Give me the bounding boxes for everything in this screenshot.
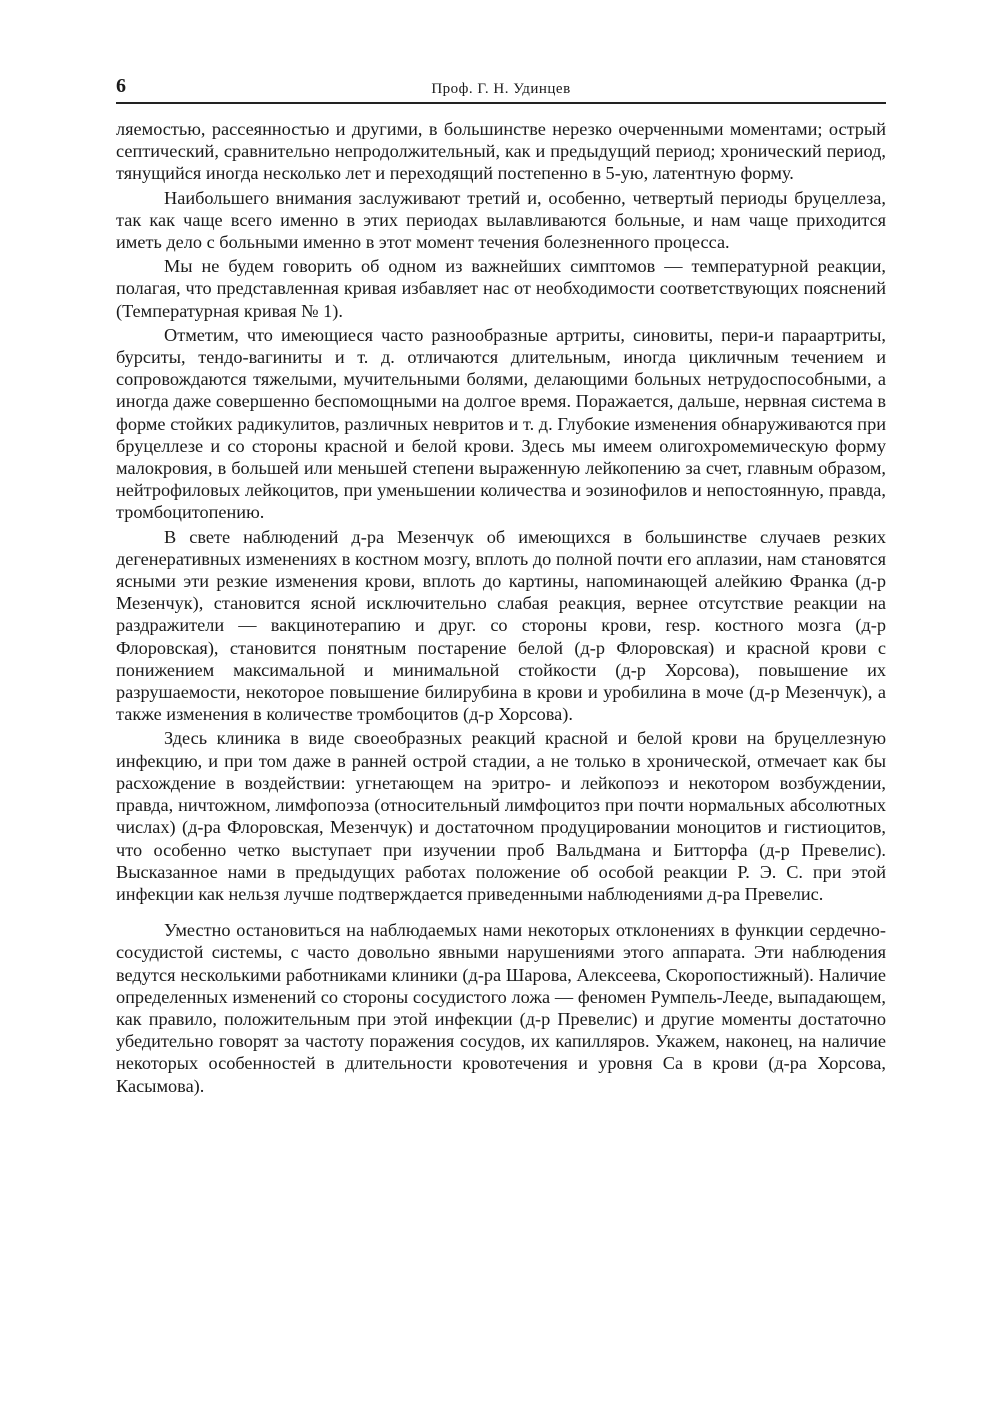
paragraph: В свете наблюдений д-ра Мезенчук об имеющихся в большинстве случаев резких дегенеративных изменениях в костном мозгу, вплоть до полной почти его аплазии, нам становятся ясными эти резкие изменения крови, вплоть до картины, напоминающей алейкию Франка (д-р Мезенчук), становится ясной исключительно слабая реакция, вернее отсутствие реакции на раздражители — вакцинотерапию и друг. со стороны крови, resp. костного мозга (д-р Флоровская), становится понятным постарение белой (д-р Флоровская) и красной крови с понижением максимальной и минимальной стойкости (д-р Хорсова), повышение их разрушаемости, некоторое повышение билирубина в крови и уробилина в моче (д-р Мезенчук), а также изменения в количестве тромбоцитов (д-р Хорсова).	[116, 526, 886, 725]
paragraph: ляемостью, рассеянностью и другими, в большинстве нерезко очерченными моментами; острый септический, сравнительно непродолжительный, как и предыдущий период; хронический период, тянущийся иногда несколько лет и переходящий постепенно в 5-ую, латентную форму.	[116, 119, 886, 184]
running-title: Проф. Г. Н. Удинцев	[431, 81, 571, 97]
paragraph: Уместно остановиться на наблюдаемых нами некоторых отклонениях в функции сердечно-сосудистой системы, с часто довольно явными нарушениями этого аппарата. Эти наблюдения ведутся несколькими работниками клиники (д-ра Шарова, Алексеева, Скоропостижный). Наличие определенных изменений со стороны сосудистого ложа — феномен Румпель-Лееде, выпадающем, как правило, положительным при этой инфекции (д-р Превелис) и другие моменты достаточно убедительно говорят за частоту поражения сосудов, их капилляров. Укажем, наконец, на наличие некоторых особенностей в длительности кровотечения и уровня Са в крови (д-ра Хорсова, Касымова).	[116, 920, 886, 1096]
body-text	[116, 118, 886, 1097]
paragraph: Отметим, что имеющиеся часто разнообразные артриты, синовиты, пери-и параартриты, бурситы, тендо-вагиниты и т. д. отличаются длительным, иногда цикличным течением и сопровождаются тяжелыми, мучительными болями, делающими больных нетрудоспособными, а иногда даже совершенно беспомощными на долгое время. Поражается, дальше, нервная система в форме стойких радикулитов, различных невритов и т. д. Глубокие изменения обнаруживаются при бруцеллезе и со стороны красной и белой крови. Здесь мы имеем олигохромемическую форму малокровия, в большей или меньшей степени выраженную лейкопению за счет, главным образом, нейтрофиловых лейкоцитов, при уменьшении количества и эозинофилов и непостоянную, правда, тромбоцитопению.	[116, 324, 886, 523]
paragraph: Мы не будем говорить об одном из важнейших симптомов — температурной реакции, полагая, что представленная кривая избавляет нас от необходимости соответствующих пояснений (Температурная кривая № 1).	[116, 256, 886, 321]
page	[116, 72, 886, 1099]
paragraph: Здесь клиника в виде своеобразных реакций красной и белой крови на бруцеллезную инфекцию, и при том даже в ранней острой стадии, а не только в хронической, отмечает как бы расхождение в воздействии: угнетающем на эритро- и лейкопоэз и некотором возбуждении, правда, ничтожном, лимфопоэза (относительный лимфоцитоз при почти нормальных абсолютных числах) (д-ра Флоровская, Мезенчук) и достаточном продуцировании моноцитов и гистиоцитов, что особенно четко выступает при изучении проб Вальдмана и Битторфа (д-р Превелис). Высказанное нами в предыдущих работах положение об особой реакции Р. Э. С. при этой инфекции как нельзя лучше подтверждается приведенными наблюдениями д-ра Превелис.	[116, 728, 886, 904]
page-number: 6	[116, 75, 126, 97]
page-header	[116, 72, 886, 104]
paragraph: Наибольшего внимания заслуживают третий и, особенно, четвертый периоды бруцеллеза, так как чаще всего именно в этих периодах вылавливаются больные, и нам чаще приходится иметь дело с больными именно в этот момент течения болезненного процесса.	[116, 187, 886, 253]
